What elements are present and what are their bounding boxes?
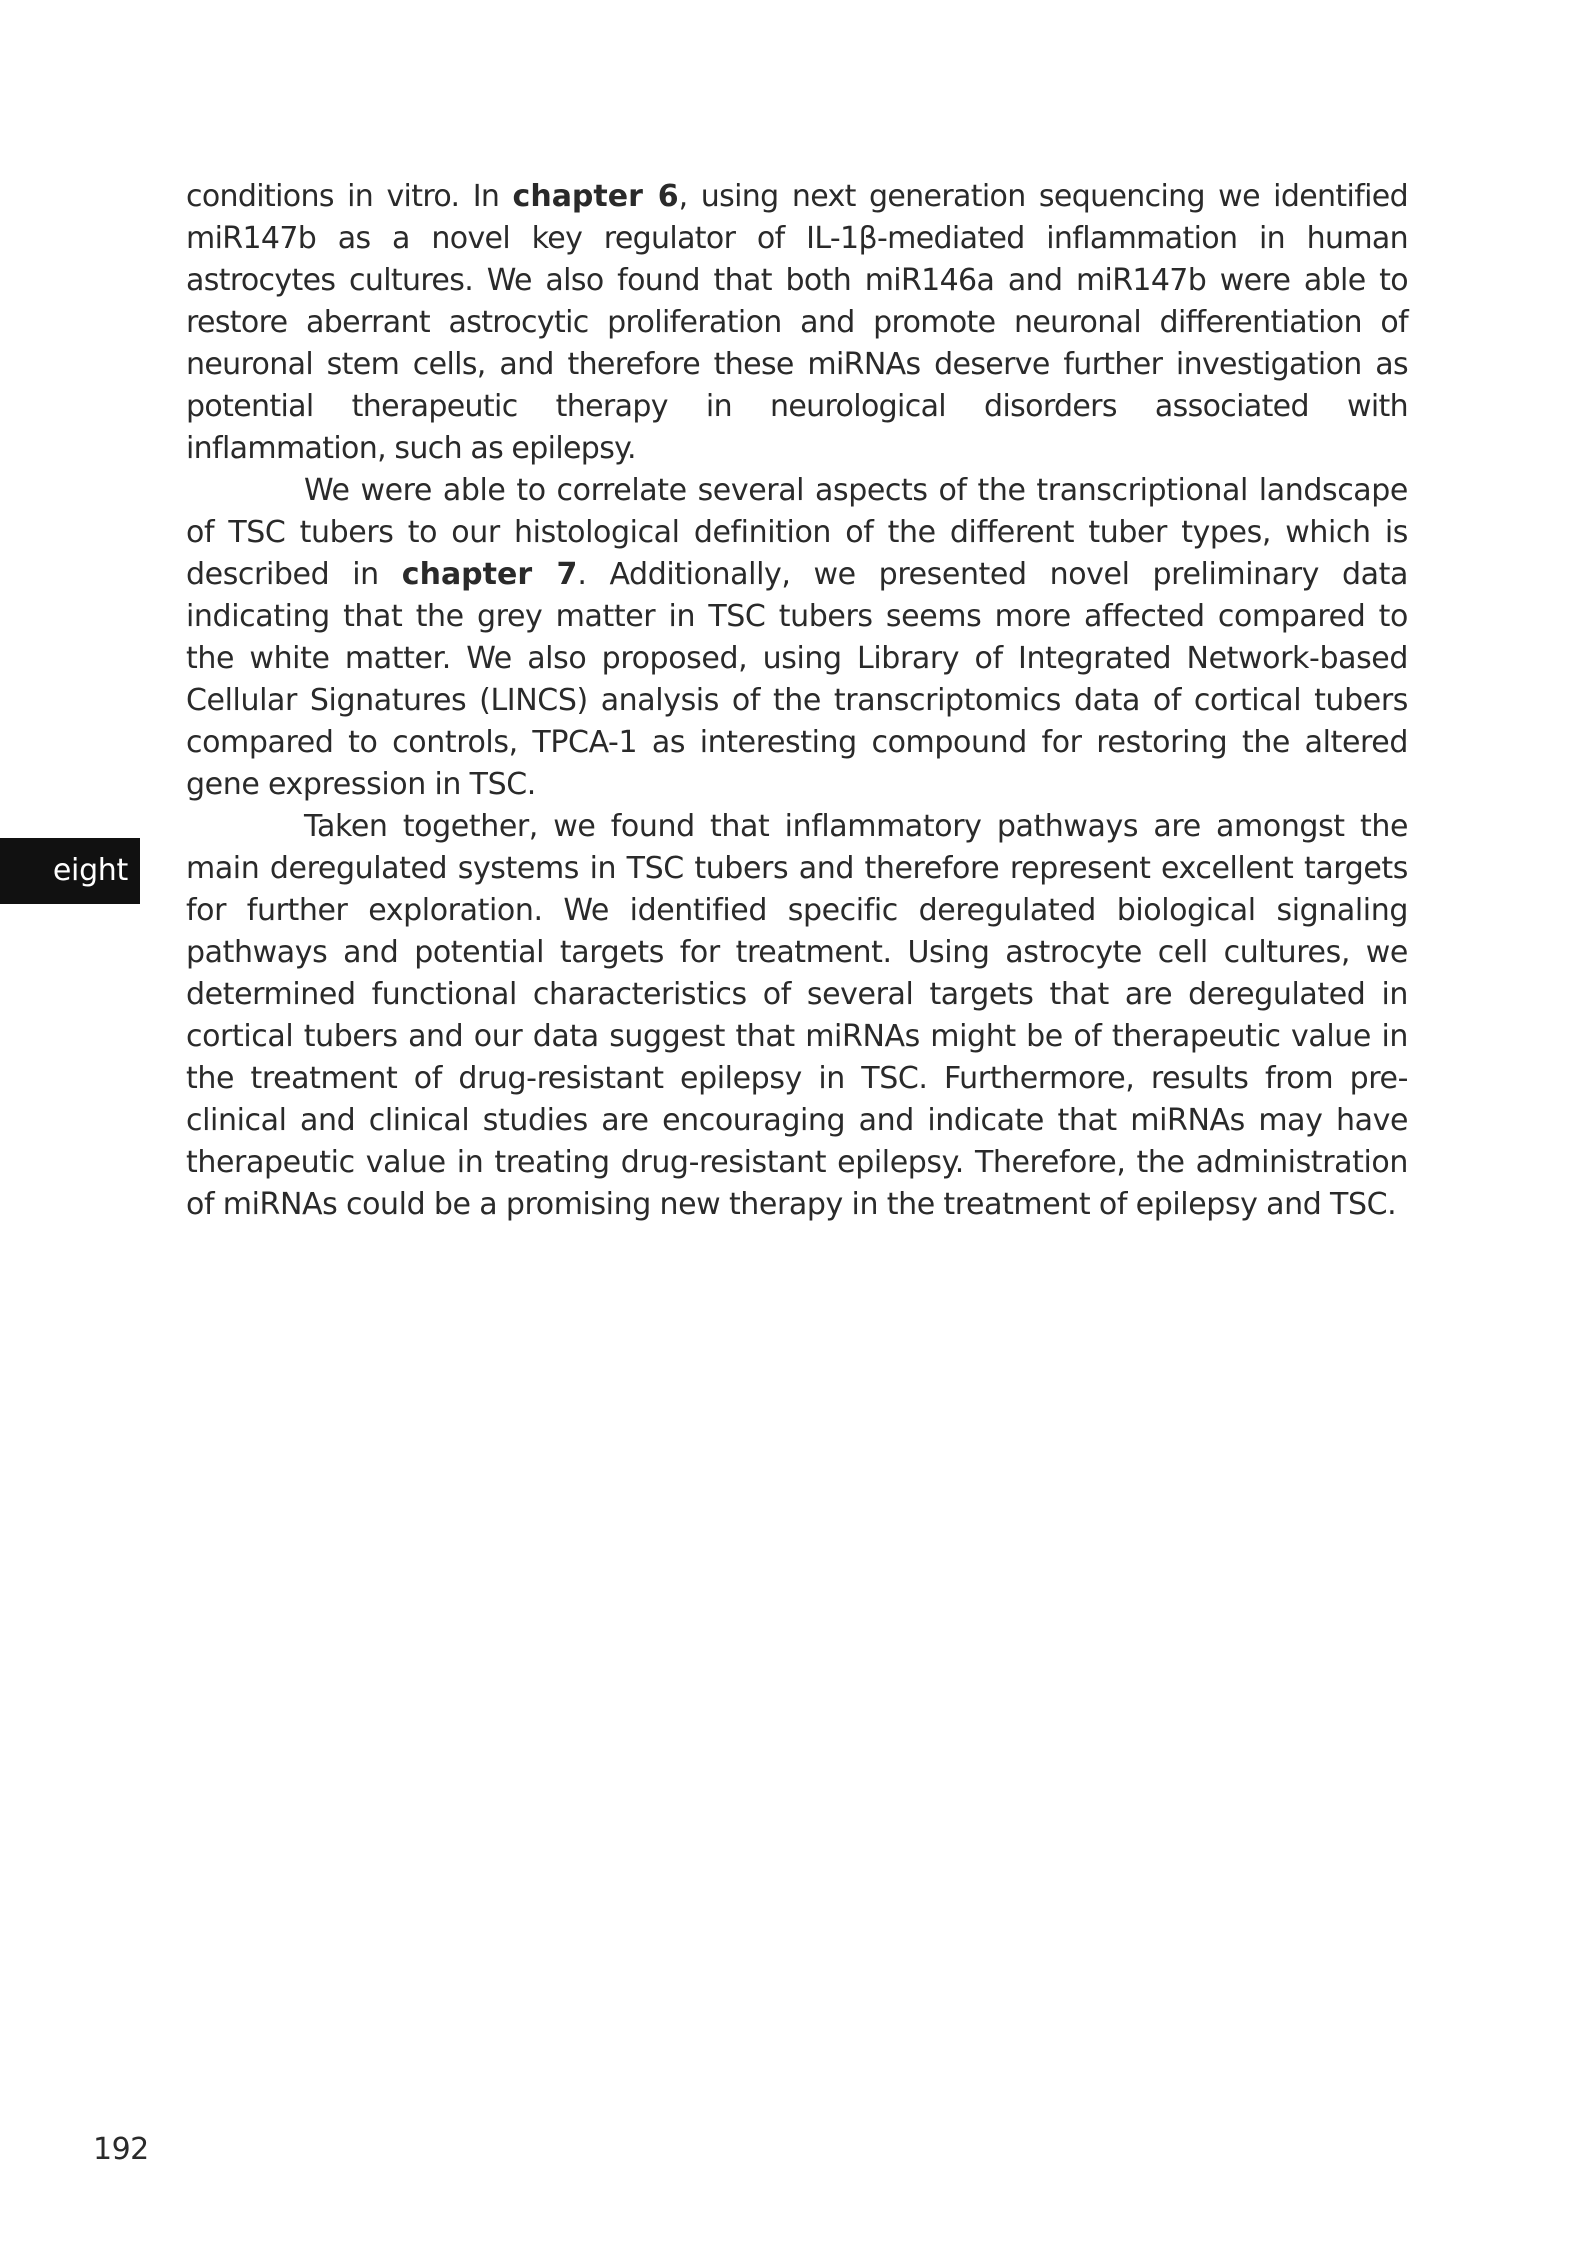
paragraph-conclusion	[186, 806, 1408, 1226]
chapter-7-reference: chapter 7	[401, 557, 578, 592]
paragraph-text: , using next generation sequencing we identified miR147b as a novel key regulator of IL-1β-mediated inflammation in human astrocytes cultures. We also found that both miR146a and miR147b were able to restore aberrant astrocytic proliferation and promote neuronal differentiation of neuronal stem cells, and therefore these miRNAs deserve further investigation as potential therapeutic therapy in neurological disorders associated with inflammation, such as epilepsy.	[186, 179, 1408, 466]
chapter-6-reference: chapter 6	[512, 179, 679, 214]
body-text	[186, 176, 1408, 1226]
paragraph-text: . Additionally, we presented novel preliminary data indicating that the grey matter in TSC tubers seems more affected compared to the white matter. We also proposed, using Library of Integrated Network-based Cellular Signatures (LINCS) analysis of the transcriptomics data of cortical tubers compared to controls, TPCA-1 as interesting compound for restoring the altered gene expression in TSC.	[186, 557, 1408, 802]
paragraph-chapter-7	[186, 470, 1408, 806]
paragraph-text: We were able to correlate several aspects of the transcriptional landscape of TSC tubers to our histological definition of the different tuber types, which is described in	[186, 473, 1408, 592]
paragraph-chapter-6	[186, 176, 1408, 470]
chapter-tab: eight	[0, 838, 140, 904]
paragraph-text: Taken together, we found that inflammatory pathways are amongst the main deregulated systems in TSC tubers and therefore represent excellent targets for further exploration. We identified specific deregulated biological signaling pathways and potential targets for treatment. Using astrocyte cell cultures, we determined functional characteristics of several targets that are deregulated in cortical tubers and our data suggest that miRNAs might be of therapeutic value in the treatment of drug-resistant epilepsy in TSC. Furthermore, results from pre-clinical and clinical studies are encouraging and indicate that miRNAs may have therapeutic value in treating drug-resistant epilepsy. Therefore, the administration of miRNAs could be a promising new therapy in the treatment of epilepsy and TSC.	[186, 809, 1408, 1222]
paragraph-text: conditions in vitro. In	[186, 179, 513, 214]
page-number: 192	[93, 2132, 149, 2167]
